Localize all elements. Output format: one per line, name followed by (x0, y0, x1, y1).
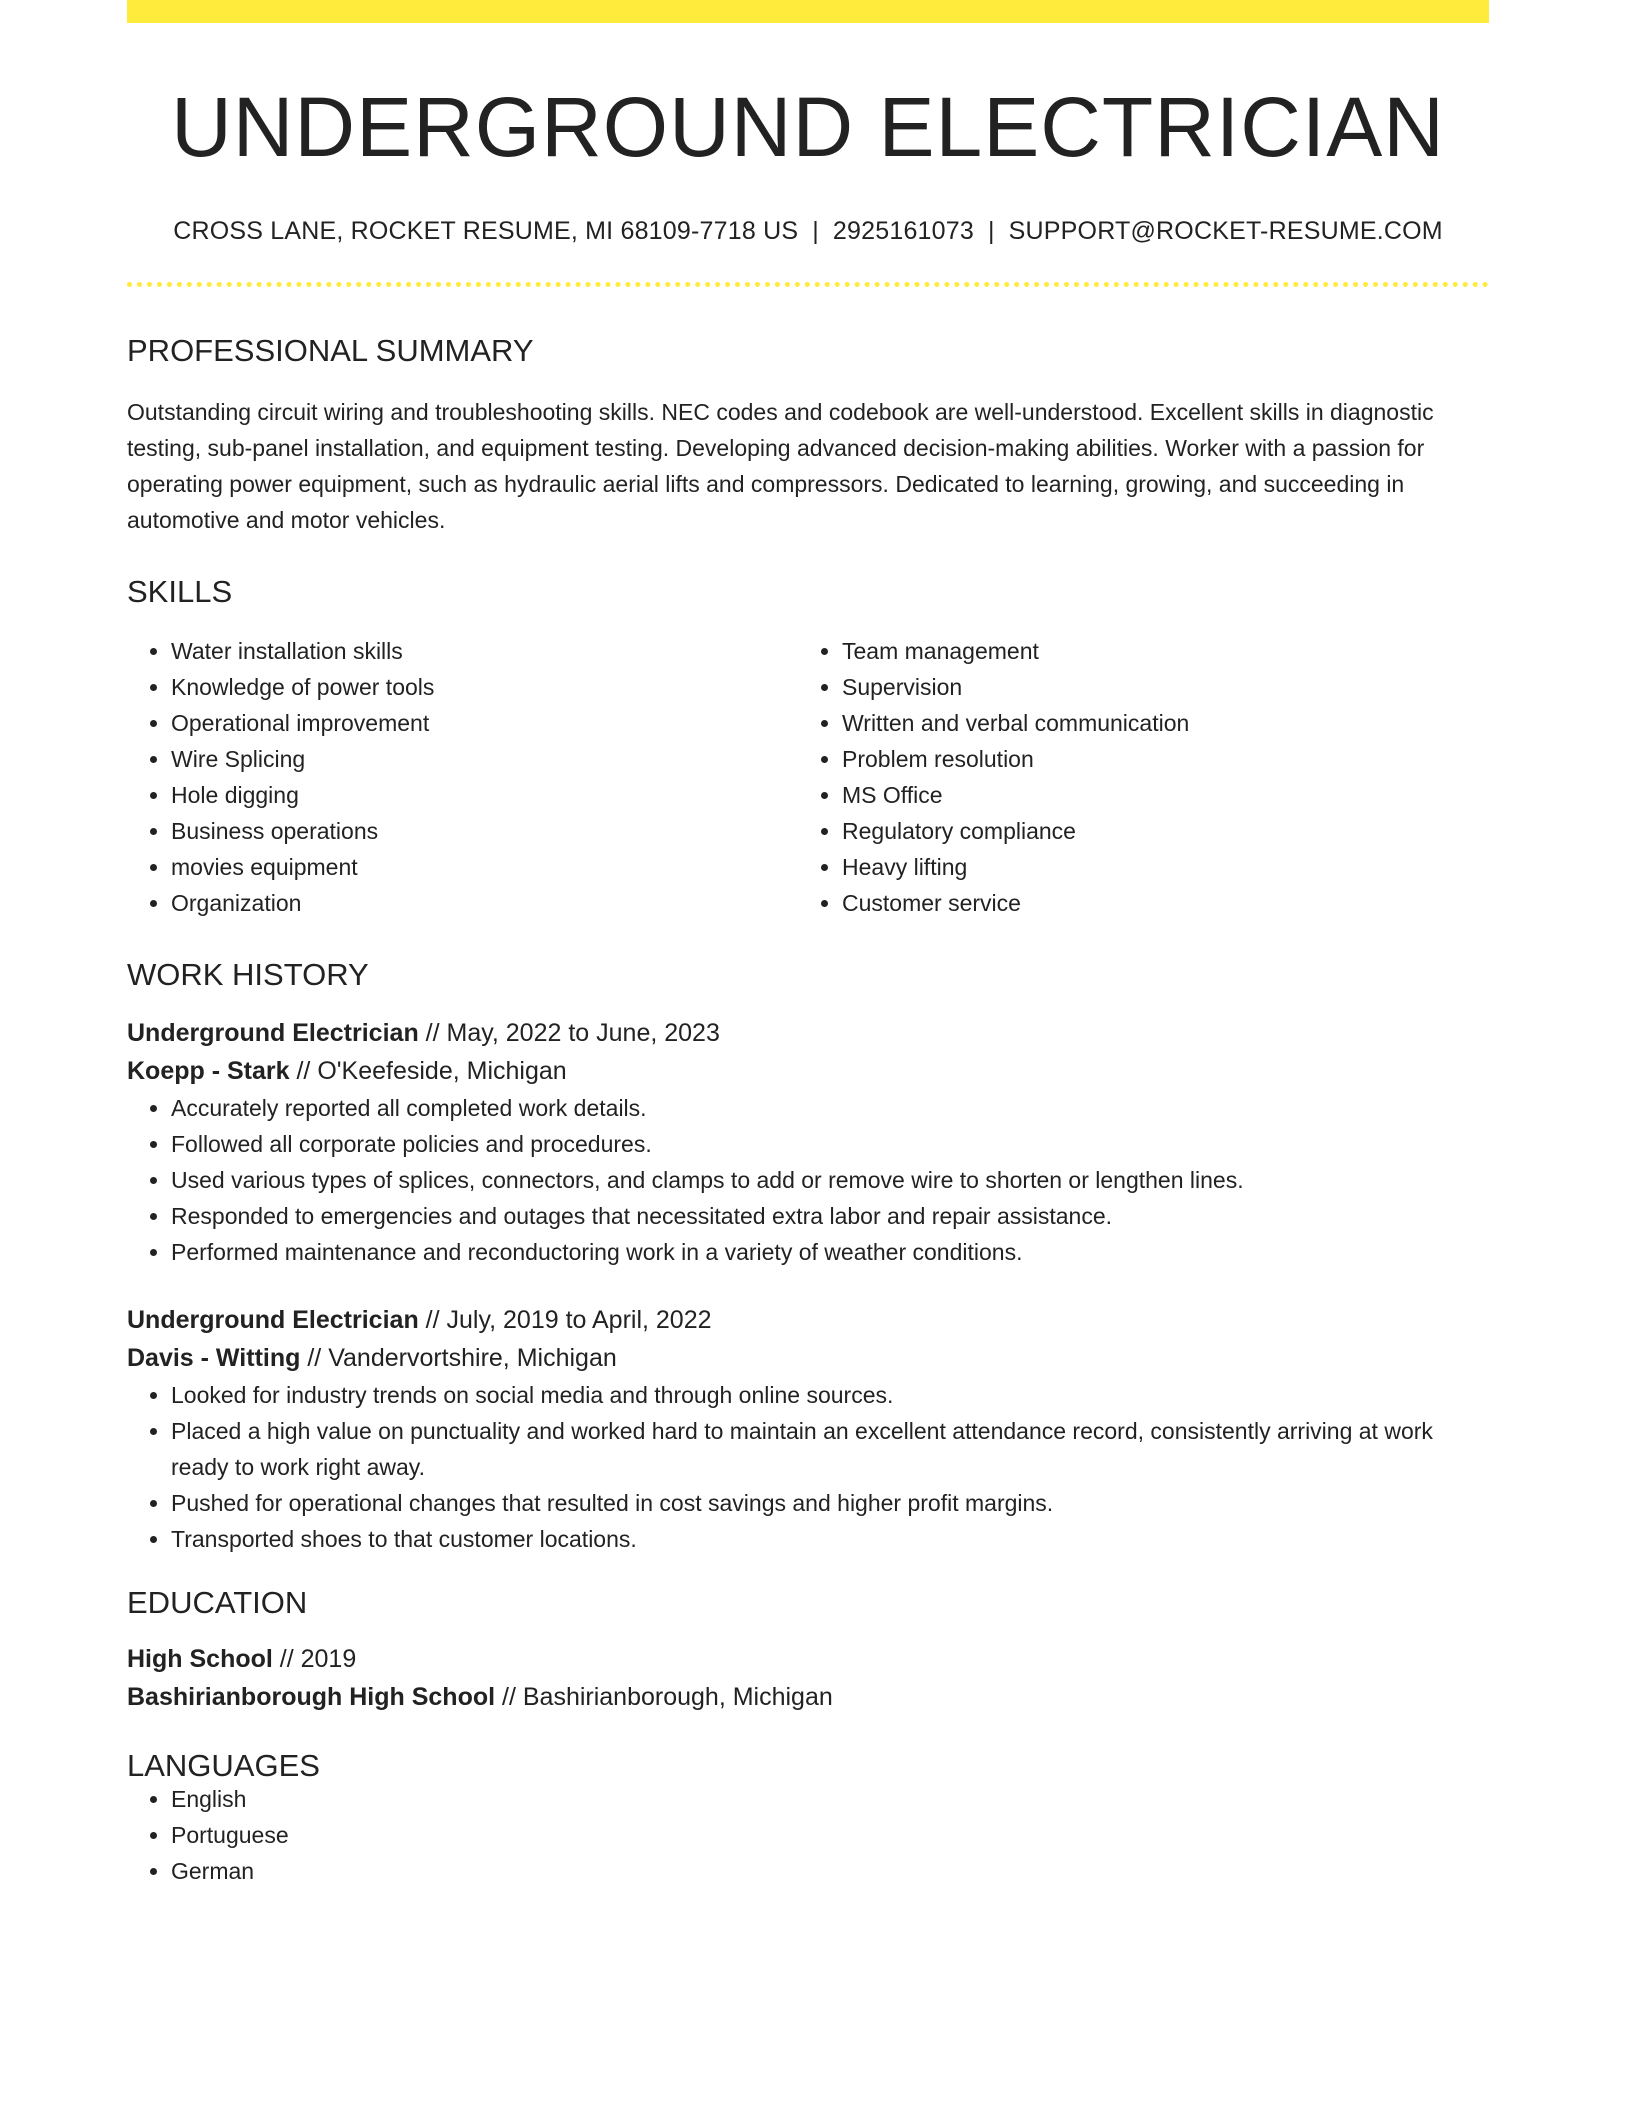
skill-item: • Business operations (171, 813, 798, 849)
education-separator: // (272, 1645, 301, 1673)
job-bullet: • Transported shoes to that customer locations. (171, 1521, 1489, 1557)
job-bullet: • Responded to emergencies and outages that necessitated extra labor and repair assistance. (171, 1198, 1489, 1234)
job-company-line (127, 1052, 1489, 1090)
job-bullet-list (127, 1377, 1489, 1557)
job-company: Davis - Witting (127, 1344, 301, 1372)
skill-item: • Customer service (842, 885, 1469, 921)
skills-columns (127, 633, 1489, 921)
job-bullet: • Performed maintenance and reconductoring work in a variety of weather conditions. (171, 1234, 1489, 1270)
contact-separator: | (987, 217, 995, 245)
skill-item: • Wire Splicing (171, 741, 798, 777)
education-degree: High School (127, 1645, 273, 1673)
skills-heading: SKILLS (127, 574, 233, 609)
job-role: Underground Electrician (127, 1019, 419, 1047)
job-entry (127, 1014, 1489, 1270)
education-year: 2019 (300, 1645, 357, 1673)
language-item: • Portuguese (171, 1817, 1489, 1853)
languages-list (127, 1781, 1489, 1889)
job-bullet: • Followed all corporate policies and procedures. (171, 1126, 1489, 1162)
education-heading: EDUCATION (127, 1585, 308, 1620)
skill-item: • Supervision (842, 669, 1469, 705)
top-accent-bar (127, 0, 1489, 23)
job-company-line (127, 1339, 1489, 1377)
job-separator: // (418, 1019, 447, 1047)
contact-email: SUPPORT@ROCKET-RESUME.COM (1008, 217, 1443, 245)
education-school-line (127, 1678, 1489, 1716)
education-separator: // (495, 1683, 523, 1711)
skill-item: • MS Office (842, 777, 1469, 813)
skills-right-list (798, 633, 1469, 921)
summary-text: Outstanding circuit wiring and troubleshooting skills. NEC codes and codebook are well-understood. Excellent skills in diagnostic testing, sub-panel installation, and equipment testing. Developing advanced decision-making abilities. Worker with a passion for operating power equipment, such as hydraulic aerial lifts and compressors. Dedicated to learning, growing, and succeeding in automotive and motor vehicles. (127, 399, 1434, 533)
skill-item: • Team management (842, 633, 1469, 669)
education-school: Bashirianborough High School (127, 1683, 496, 1711)
skills-left-list (127, 633, 798, 921)
skill-item: • Organization (171, 885, 798, 921)
skill-item: • Water installation skills (171, 633, 798, 669)
skill-item: • Problem resolution (842, 741, 1469, 777)
job-bullet: • Used various types of splices, connectors, and clamps to add or remove wire to shorten or lengthen lines. (171, 1162, 1489, 1198)
education-entry (127, 1640, 1489, 1716)
summary-heading: PROFESSIONAL SUMMARY (127, 333, 534, 368)
language-item: • English (171, 1781, 1489, 1817)
skill-item: • Operational improvement (171, 705, 798, 741)
job-title-line (127, 1014, 1489, 1052)
job-entry (127, 1301, 1489, 1557)
job-bullet: • Pushed for operational changes that resulted in cost savings and higher profit margins. (171, 1485, 1489, 1521)
header-divider (127, 282, 1489, 287)
skill-item: • Regulatory compliance (842, 813, 1469, 849)
resume-name: UNDERGROUND ELECTRICIAN (171, 80, 1445, 174)
job-location: Vandervortshire, Michigan (328, 1344, 617, 1372)
skill-item: • Hole digging (171, 777, 798, 813)
job-location: O'Keefeside, Michigan (317, 1057, 567, 1085)
contact-phone: 2925161073 (832, 217, 974, 245)
job-role: Underground Electrician (127, 1306, 419, 1334)
job-dates: May, 2022 to June, 2023 (446, 1019, 720, 1047)
job-bullet: • Placed a high value on punctuality and worked hard to maintain an excellent attendance record, consistently arriving at work ready to work right away. (171, 1413, 1489, 1485)
contact-separator: | (812, 217, 819, 245)
job-bullet: • Looked for industry trends on social media and through online sources. (171, 1377, 1489, 1413)
language-item: • German (171, 1853, 1489, 1889)
languages-heading: LANGUAGES (127, 1748, 320, 1783)
education-location: Bashirianborough, Michigan (522, 1683, 833, 1711)
contact-address: CROSS LANE, ROCKET RESUME, MI 68109-7718 US (173, 217, 799, 245)
skill-item: • movies equipment (171, 849, 798, 885)
job-dates: July, 2019 to April, 2022 (446, 1306, 712, 1334)
contact-line (127, 219, 1489, 244)
skill-item: • Heavy lifting (842, 849, 1469, 885)
skill-item: • Written and verbal communication (842, 705, 1469, 741)
education-degree-line (127, 1640, 1489, 1678)
job-separator: // (289, 1057, 318, 1085)
job-separator: // (418, 1306, 447, 1334)
job-bullet-list (127, 1090, 1489, 1270)
resume-page (127, 0, 1489, 1889)
skill-item: • Knowledge of power tools (171, 669, 798, 705)
job-separator: // (300, 1344, 329, 1372)
job-title-line (127, 1301, 1489, 1339)
job-company: Koepp - Stark (127, 1057, 290, 1085)
work-history-heading: WORK HISTORY (127, 957, 369, 992)
job-bullet: • Accurately reported all completed work details. (171, 1090, 1489, 1126)
